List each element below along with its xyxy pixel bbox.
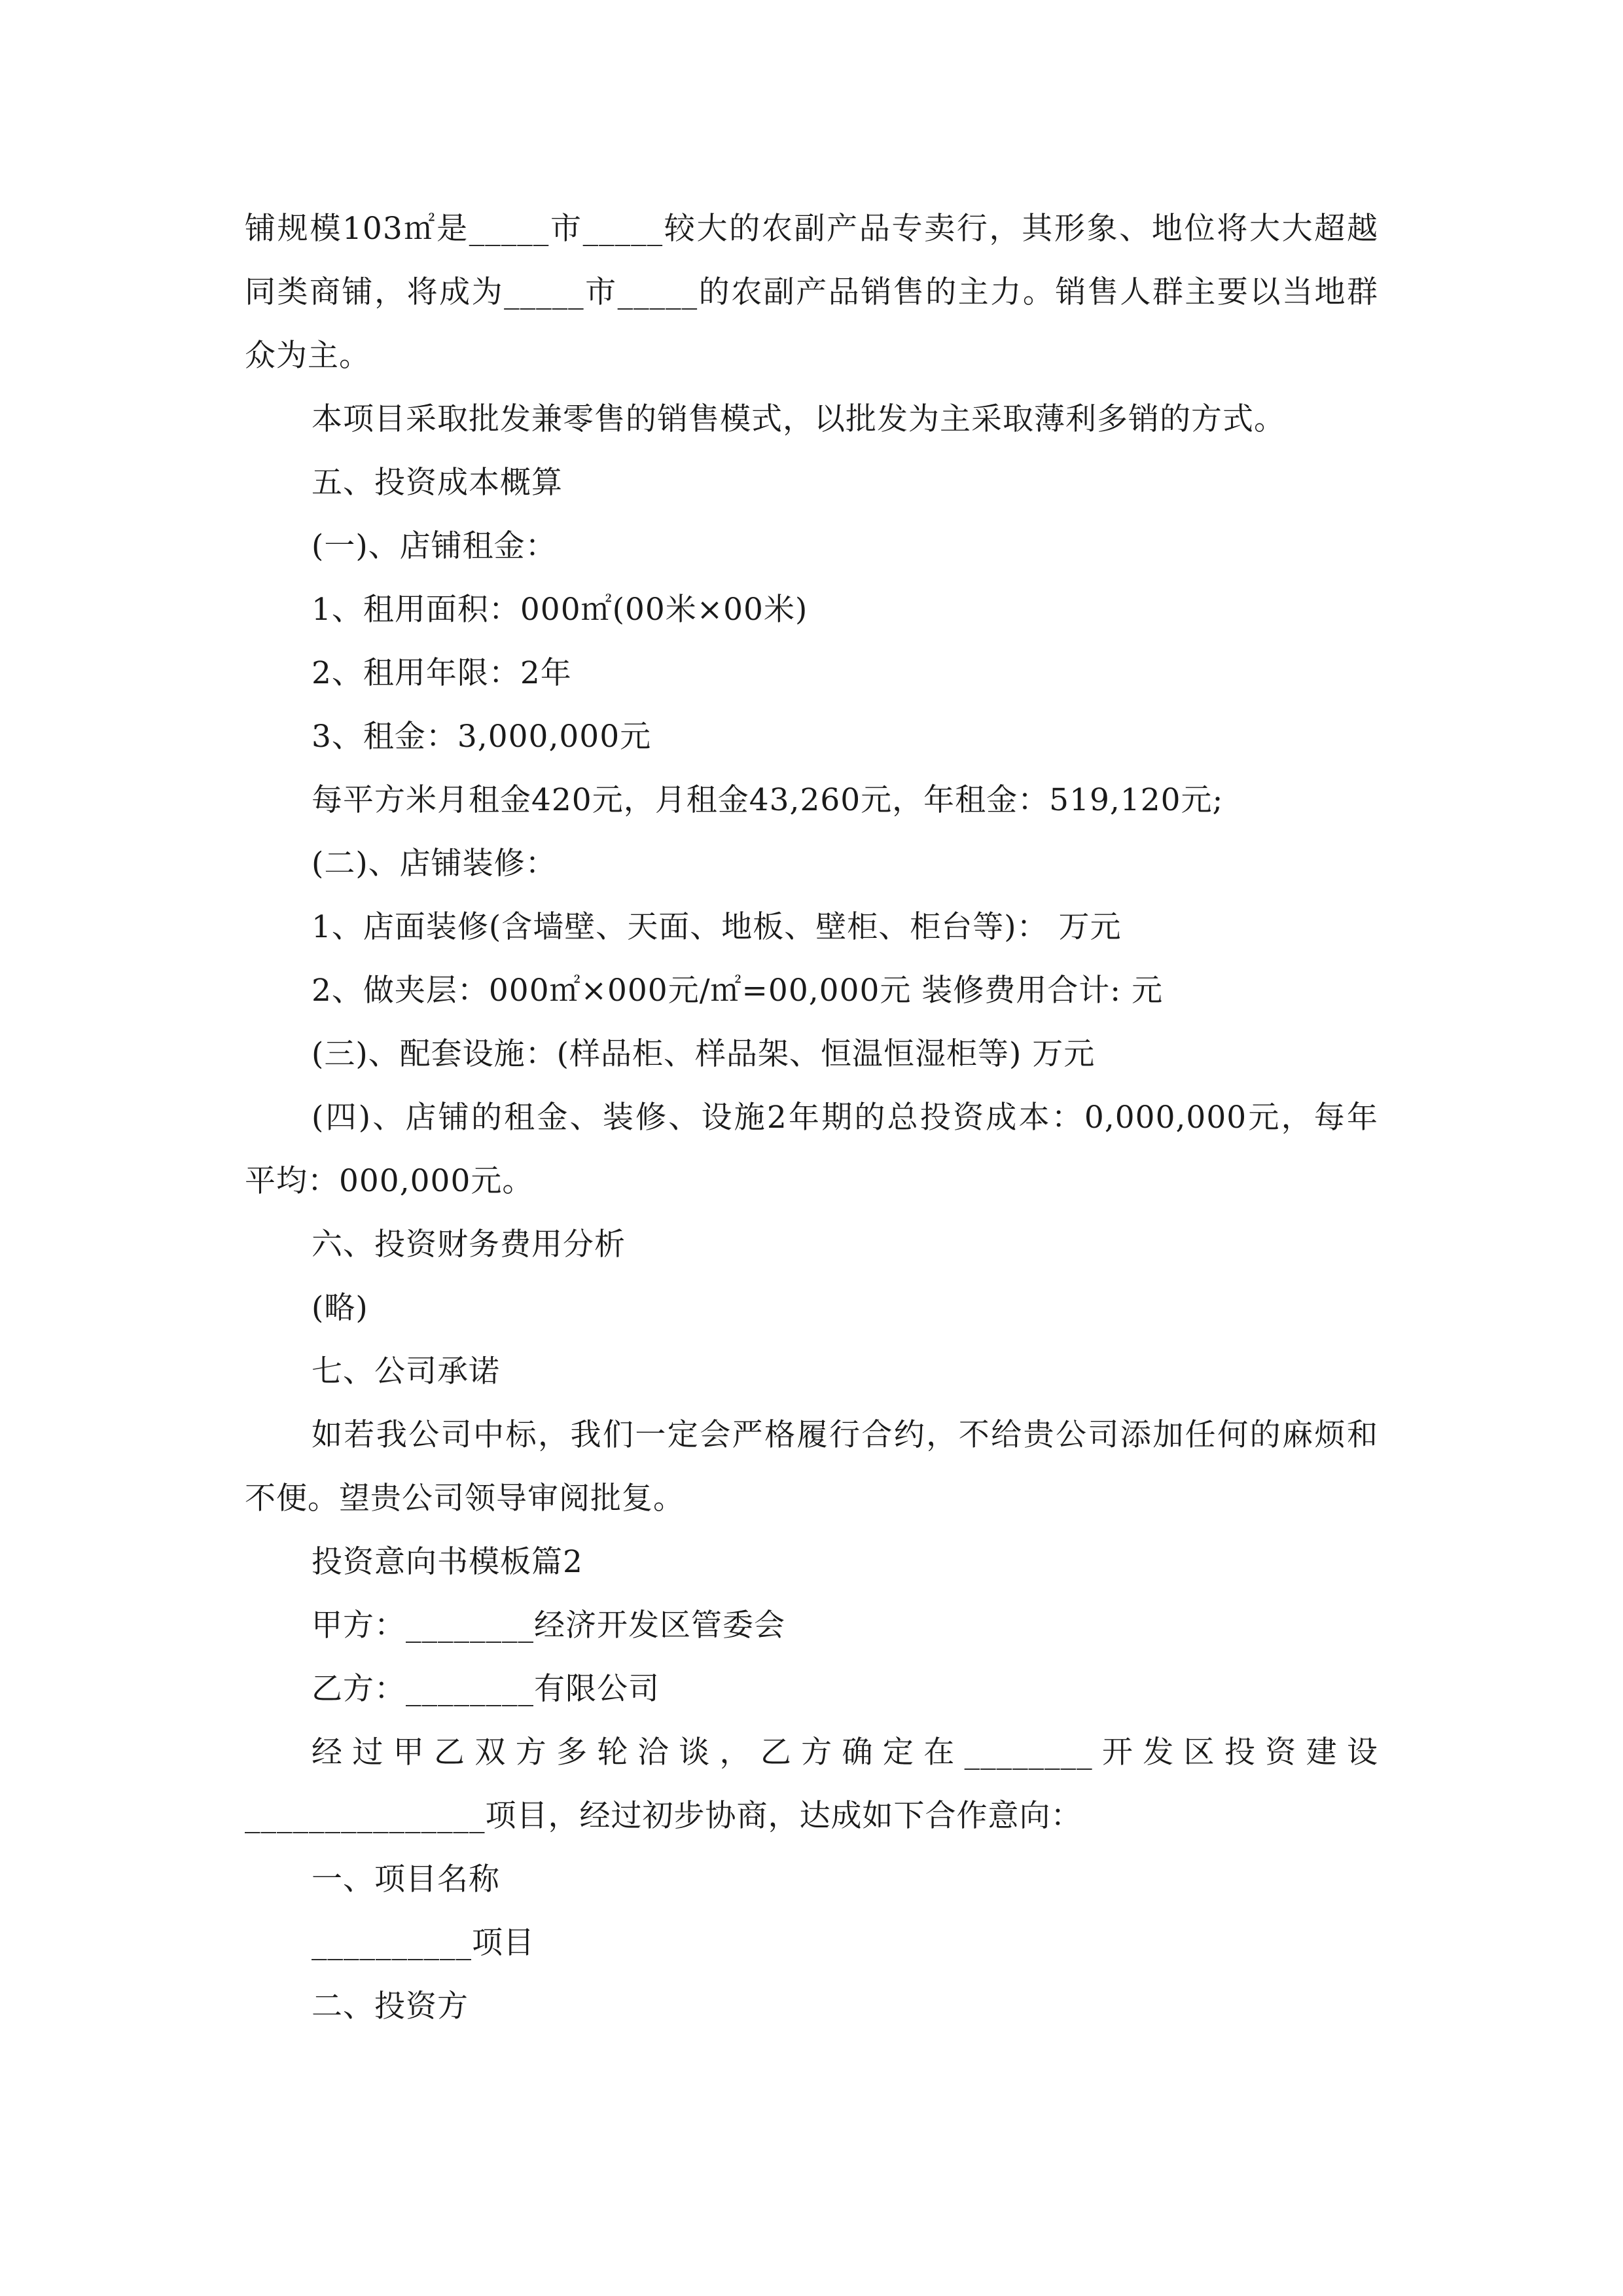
section-heading: 七、公司承诺 xyxy=(312,1354,500,1390)
paragraph-line: 铺规模103㎡是_____市_____较大的农副产品专卖行，其形象、地位将大大超越 xyxy=(245,211,1378,247)
subsection-heading: (一)、店铺租金： xyxy=(312,528,557,564)
list-item: 1、租用面积：000㎡(00米×00米) xyxy=(312,592,808,628)
subsection-heading: (四)、店铺的租金、装修、设施2年期的总投资成本：0,000,000元，每年 xyxy=(312,1100,1378,1136)
section-heading: 二、投资方 xyxy=(312,1988,469,2024)
party-b-line: 乙方：________有限公司 xyxy=(312,1671,660,1707)
paragraph-line: __________项目 xyxy=(312,1925,535,1961)
section-heading: 五、投资成本概算 xyxy=(312,465,563,501)
list-item: 2、租用年限：2年 xyxy=(312,655,572,691)
section-heading: 六、投资财务费用分析 xyxy=(312,1227,626,1263)
party-a-line: 甲方：________经济开发区管委会 xyxy=(312,1607,785,1643)
paragraph-line: 本项目采取批发兼零售的销售模式，以批发为主采取薄利多销的方式。 xyxy=(312,401,1285,437)
paragraph-line: (略) xyxy=(312,1290,368,1326)
paragraph-line: 每平方米月租金420元，月租金43,260元，年租金：519,120元; xyxy=(312,782,1224,818)
paragraph-line: 同类商铺，将成为_____市_____的农副产品销售的主力。销售人群主要以当地群 xyxy=(245,274,1378,310)
paragraph-line: _______________项目，经过初步协商，达成如下合作意向： xyxy=(245,1798,1082,1834)
list-item: 1、店面装修(含墙壁、天面、地板、壁柜、柜台等)： 万元 xyxy=(312,909,1122,945)
list-item: 3、租金：3,000,000元 xyxy=(312,719,652,755)
subsection-heading: (二)、店铺装修： xyxy=(312,846,557,882)
paragraph-line: 平均：000,000元。 xyxy=(245,1163,534,1199)
paragraph-line: 不便。望贵公司领导审阅批复。 xyxy=(245,1480,685,1516)
subsection-heading: (三)、配套设施：(样品柜、样品架、恒温恒湿柜等) 万元 xyxy=(312,1036,1096,1072)
list-item: 2、做夹层：000㎡×000元/㎡=00,000元 装修费用合计: 元 xyxy=(312,973,1164,1009)
document-title: 投资意向书模板篇2 xyxy=(312,1544,583,1580)
paragraph-line: 如若我公司中标，我们一定会严格履行合约，不给贵公司添加任何的麻烦和 xyxy=(312,1417,1378,1453)
paragraph-line: 众为主。 xyxy=(245,338,370,374)
section-heading: 一、项目名称 xyxy=(312,1861,500,1897)
paragraph-line: 经过甲乙双方多轮洽谈，乙方确定在________开发区投资建设 xyxy=(312,1734,1378,1770)
